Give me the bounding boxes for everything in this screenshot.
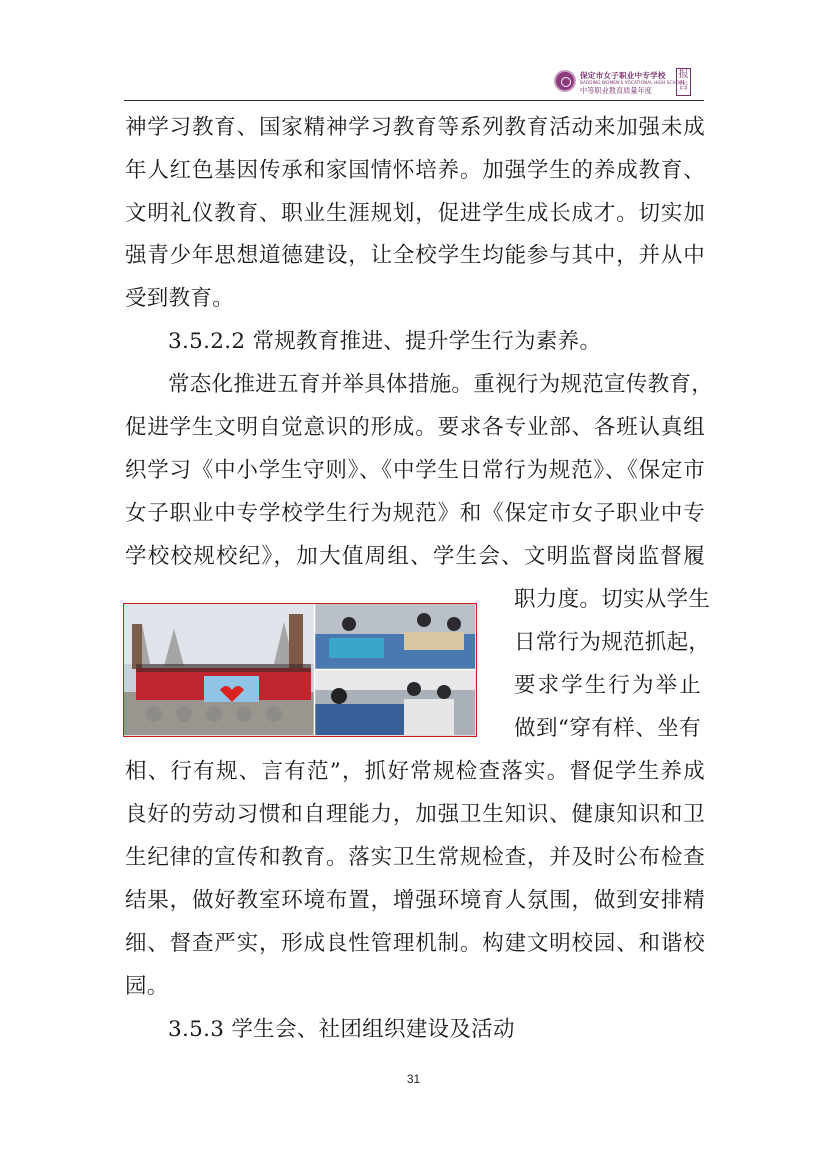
text-line: 强青少年思想道德建设，让全校学生均能参与其中，并从中 <box>125 243 705 268</box>
header-report-title: 中等职业教育质量年度 <box>580 86 652 95</box>
text-line: 生纪律的宣传和教育。落实卫生常规检查，并及时公布检查 <box>125 845 705 870</box>
section-heading: 3.5.2.2 常规教育推进、提升学生行为素养。 <box>168 329 602 354</box>
page-number: 31 <box>406 1072 421 1086</box>
activity-photo-collage <box>123 603 477 737</box>
group-photo <box>124 604 314 735</box>
text-line: 结果，做好教室环境布置，增强环境育人氛围，做到安排精 <box>125 888 705 913</box>
text-line: 常态化推进五育并举具体措施。重视行为规范宣传教育， <box>168 372 714 397</box>
text-line: 文明礼仪教育、职业生涯规划，促进学生成长成才。切实加 <box>125 201 705 226</box>
header-divider <box>124 100 704 101</box>
text-line: 织学习《中小学生守则》、《中学生日常行为规范》、《保定市 <box>125 458 705 483</box>
text-line: 神学习教育、国家精神学习教育等系列教育活动来加强未成 <box>125 115 705 140</box>
text-line: 女子职业中专学校学生行为规范》和《保定市女子职业中专 <box>125 501 705 526</box>
header-school-name-en: BAODING WOMEN'S VOCATIONAL HIGH SCHOOL <box>580 80 685 85</box>
text-line: 受到教育。 <box>125 286 235 311</box>
text-line: 要求学生行为举止 <box>514 673 701 698</box>
header-report-box: 报告 <box>676 68 691 96</box>
text-line: 做到“穿有样、坐有 <box>514 716 701 741</box>
text-line: 细、督查严实，形成良性管理机制。构建文明校园、和谐校 <box>125 931 705 956</box>
text-line: 良好的劳动习惯和自理能力，加强卫生知识、健康知识和卫 <box>125 802 705 827</box>
classroom-photo-top <box>315 604 475 669</box>
text-line: 园。 <box>125 974 169 999</box>
classroom-photo-bottom <box>315 670 475 735</box>
text-line: 日常行为规范抓起， <box>514 630 711 655</box>
text-line: 职力度。切实从学生 <box>514 587 711 612</box>
text-line: 学校校规校纪》，加大值周组、学生会、文明监督岗监督履 <box>125 544 705 569</box>
text-line: 促进学生文明自觉意识的形成。要求各专业部、各班认真组 <box>125 415 705 440</box>
text-line: 相、行有规、言有范”，抓好常规检查落实。督促学生养成 <box>125 759 705 784</box>
text-line: 年人红色基因传承和家国情怀培养。加强学生的养成教育、 <box>125 158 705 183</box>
header-school-name: 保定市女子职业中专学校 <box>580 71 666 80</box>
section-heading: 3.5.3 学生会、社团组织建设及活动 <box>168 1017 515 1042</box>
school-seal-icon <box>554 70 576 92</box>
photo-illustration <box>124 604 475 735</box>
